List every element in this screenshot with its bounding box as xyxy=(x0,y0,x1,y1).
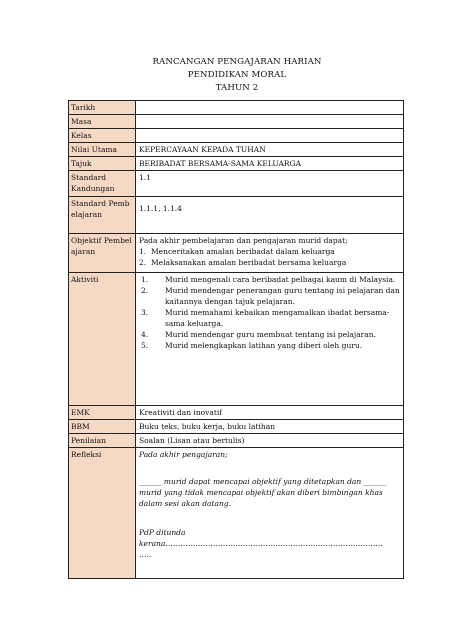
row-bbm xyxy=(69,420,404,434)
refleksi-pdp-dots: ….. xyxy=(139,550,152,559)
row-standard-kandungan xyxy=(69,171,404,197)
row-emk xyxy=(69,406,404,420)
objektif-intro: Pada akhir pembelajaran dan pengajaran murid dapat; xyxy=(139,236,348,245)
value-tarikh xyxy=(136,101,404,115)
refleksi-intro: Pada akhir pengajaran; xyxy=(139,450,228,459)
list-item xyxy=(139,274,400,285)
value-nilai-utama: KEPERCAYAAN KEPADA TUHAN xyxy=(136,143,404,157)
aktiviti-text: Murid mendengar penerangan guru tentang isi pelajaran dan kaitannya dengan tajuk pelajaran. xyxy=(165,286,400,306)
refleksi-pdp-kerana: kerana…………………………………………………………………………… xyxy=(139,539,383,548)
aktiviti-num: 4. xyxy=(141,330,149,339)
objektif-text: Menceritakan amalan beribadat dalam keluarga xyxy=(151,247,335,256)
aktiviti-text: Murid memahami kebaikan mengamalkan ibadat bersama-sama keluarga. xyxy=(165,308,390,328)
label-masa: Masa xyxy=(69,115,136,129)
aktiviti-list xyxy=(139,274,400,351)
heading-year: TAHUN 2 xyxy=(215,83,259,93)
aktiviti-text: Murid melengkapkan latihan yang diberi oleh guru. xyxy=(165,341,363,350)
aktiviti-num: 5. xyxy=(141,341,149,350)
row-tarikh xyxy=(69,101,404,115)
row-tajuk xyxy=(69,157,404,171)
objektif-list xyxy=(139,246,400,268)
objektif-text: Melaksanakan amalan beribadat bersama keluarga xyxy=(151,258,347,267)
row-penilaian xyxy=(69,434,404,448)
row-kelas xyxy=(69,129,404,143)
objektif-num: 2. xyxy=(139,258,147,267)
objektif-num: 1. xyxy=(139,247,147,256)
value-aktiviti xyxy=(136,273,404,406)
value-masa xyxy=(136,115,404,129)
list-item xyxy=(139,307,400,329)
row-refleksi xyxy=(69,448,404,579)
label-aktiviti: Aktiviti xyxy=(69,273,136,406)
lesson-plan-table xyxy=(68,100,404,579)
aktiviti-text: Murid mendengar guru membuat tentang isi pelajaran. xyxy=(165,330,376,339)
value-standard-kandungan: 1.1 xyxy=(136,171,404,197)
label-tarikh: Tarikh xyxy=(69,101,136,115)
list-item xyxy=(139,329,400,340)
heading-subject: PENDIDIKAN MORAL xyxy=(187,70,287,80)
value-objektif xyxy=(136,234,404,273)
label-tajuk: Tajuk xyxy=(69,157,136,171)
row-standard-pembelajaran xyxy=(69,197,404,234)
value-emk: Kreativiti dan inovatif xyxy=(136,406,404,420)
value-bbm: Buku teks, buku kerja, buku latihan xyxy=(136,420,404,434)
value-refleksi xyxy=(136,448,404,579)
row-aktiviti xyxy=(69,273,404,406)
row-objektif xyxy=(69,234,404,273)
list-item xyxy=(139,340,400,351)
label-standard-kandungan: Standard Kandungan xyxy=(69,171,136,197)
refleksi-body: ______ murid dapat mencapai objektif yang ditetapkan dan ______ murid yang tidak mencapai objektif akan diberi bimbingan khas dalam sesi akan datang. xyxy=(139,477,387,508)
value-penilaian: Soalan (Lisan atau bertulis) xyxy=(136,434,404,448)
heading-title: RANCANGAN PENGAJARAN HARIAN xyxy=(152,57,322,67)
value-tajuk: BERIBADAT BERSAMA-SAMA KELUARGA xyxy=(136,157,404,171)
list-item xyxy=(139,257,400,268)
document-heading xyxy=(0,56,474,95)
refleksi-pdp-ditunda: PdP ditunda xyxy=(139,528,186,537)
label-nilai-utama: Nilai Utama xyxy=(69,143,136,157)
list-item xyxy=(139,246,400,257)
label-objektif: Objektif Pembelajaran xyxy=(69,234,136,273)
row-masa xyxy=(69,115,404,129)
aktiviti-text: Murid mengenali cara beribadat pelbagai kaum di Malaysia. xyxy=(165,275,396,284)
aktiviti-num: 2. xyxy=(141,286,149,295)
label-kelas: Kelas xyxy=(69,129,136,143)
value-kelas xyxy=(136,129,404,143)
label-bbm: BBM xyxy=(69,420,136,434)
aktiviti-num: 3. xyxy=(141,308,149,317)
label-standard-pembelajaran: Standard Pembelajaran xyxy=(69,197,136,234)
list-item xyxy=(139,285,400,307)
label-penilaian: Penilaian xyxy=(69,434,136,448)
label-refleksi: Refleksi xyxy=(69,448,136,579)
row-nilai-utama xyxy=(69,143,404,157)
label-emk: EMK xyxy=(69,406,136,420)
value-standard-pembelajaran: 1.1.1, 1.1.4 xyxy=(136,197,404,234)
aktiviti-num: 1. xyxy=(141,275,149,284)
